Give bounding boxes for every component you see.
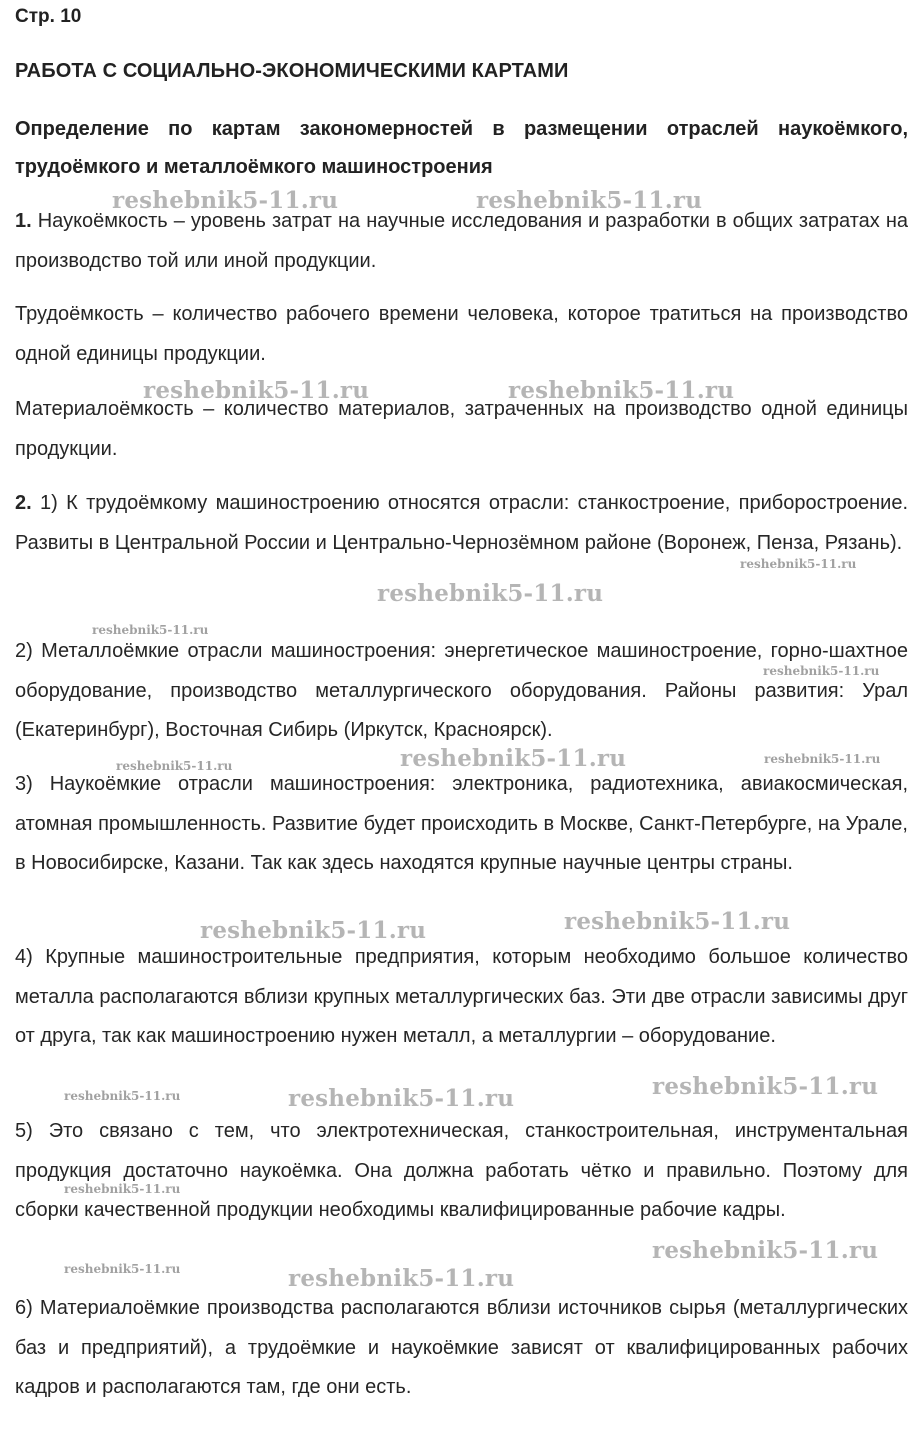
paragraph-3: Материалоёмкость – количество материалов, затраченных на производство одной единицы продукции. bbox=[15, 398, 908, 460]
page-number: Стр. 10 bbox=[15, 6, 82, 27]
paragraph-6: 3) Наукоёмкие отрасли машиностроения: электроника, радиотехника, авиакосмическая, атомная промышленность. Развитие будет происходить в Москве, Санкт-Петербурге, на Урале, в Новосибирске, Казани. Так как здесь находятся крупные научные центры страны. bbox=[15, 773, 908, 874]
watermark: reshebnik5-11.ru bbox=[740, 557, 857, 571]
watermark: reshebnik5-11.ru bbox=[64, 1089, 181, 1103]
watermark: reshebnik5-11.ru bbox=[508, 377, 735, 404]
item-number-2: 2. bbox=[15, 492, 32, 514]
watermark: reshebnik5-11.ru bbox=[64, 1182, 181, 1196]
watermark: reshebnik5-11.ru bbox=[764, 752, 881, 766]
watermark: reshebnik5-11.ru bbox=[143, 377, 370, 404]
paragraph-2: Трудоёмкость – количество рабочего времени человека, которое тратиться на производство одной единицы продукции. bbox=[15, 303, 908, 365]
watermark: reshebnik5-11.ru bbox=[200, 917, 427, 944]
watermark: reshebnik5-11.ru bbox=[564, 908, 791, 935]
paragraph-7: 4) Крупные машиностроительные предприятия, которым необходимо большое количество металла располагаются вблизи крупных металлургических баз. Эти две отрасли зависимы друг от друга, так как машиностроению нужен металл, а металлургии – оборудование. bbox=[15, 946, 908, 1047]
paragraph-5: 2) Металлоёмкие отрасли машиностроения: энергетическое машиностроение, горно-шахтное оборудование, производство металлургического оборудования. Районы развития: Урал (Екатеринбург), Восточная Сибирь (Иркутск, Красноярск). bbox=[15, 640, 908, 741]
section-subtitle: Определение по картам закономерностей в размещении отраслей наукоёмкого, трудоёмкого и металлоёмкого машиностроения bbox=[15, 118, 908, 178]
watermark: reshebnik5-11.ru bbox=[112, 187, 339, 214]
watermark: reshebnik5-11.ru bbox=[476, 187, 703, 214]
paragraph-8: 5) Это связано с тем, что электротехническая, станкостроительная, инструментальная продукция достаточно наукоёмка. Она должна работать чётко и правильно. Поэтому для сборки качественной продукции необходимы квалифицированные рабочие кадры. bbox=[15, 1120, 908, 1221]
watermark: reshebnik5-11.ru bbox=[400, 745, 627, 772]
watermark: reshebnik5-11.ru bbox=[377, 580, 604, 607]
watermark: reshebnik5-11.ru bbox=[288, 1265, 515, 1292]
paragraph-1 bbox=[15, 202, 908, 281]
page-title: РАБОТА С СОЦИАЛЬНО-ЭКОНОМИЧЕСКИМИ КАРТАМИ bbox=[15, 60, 569, 82]
paragraph-4-text: 1) К трудоёмкому машиностроению относятся отрасли: станкостроение, приборостроение. Развиты в Центральной России и Центрально-Чернозёмном районе (Воронеж, Пенза, Рязань). bbox=[15, 492, 908, 554]
paragraph-9: 6) Материалоёмкие производства располагаются вблизи источников сырья (металлургических баз и предприятий), а трудоёмкие и наукоёмкие зависят от квалифицированных рабочих кадров и располагаются там, где они есть. bbox=[15, 1297, 908, 1398]
watermark: reshebnik5-11.ru bbox=[116, 759, 233, 773]
watermark: reshebnik5-11.ru bbox=[652, 1237, 879, 1264]
watermark: reshebnik5-11.ru bbox=[763, 664, 880, 678]
watermark: reshebnik5-11.ru bbox=[64, 1262, 181, 1276]
watermark: reshebnik5-11.ru bbox=[92, 623, 209, 637]
watermark: reshebnik5-11.ru bbox=[288, 1085, 515, 1112]
paragraph-4 bbox=[15, 484, 908, 563]
watermark: reshebnik5-11.ru bbox=[652, 1073, 879, 1100]
item-number-1: 1. bbox=[15, 210, 32, 232]
paragraph-1-text: Наукоёмкость – уровень затрат на научные исследования и разработки в общих затратах на производство той или иной продукции. bbox=[15, 210, 908, 272]
